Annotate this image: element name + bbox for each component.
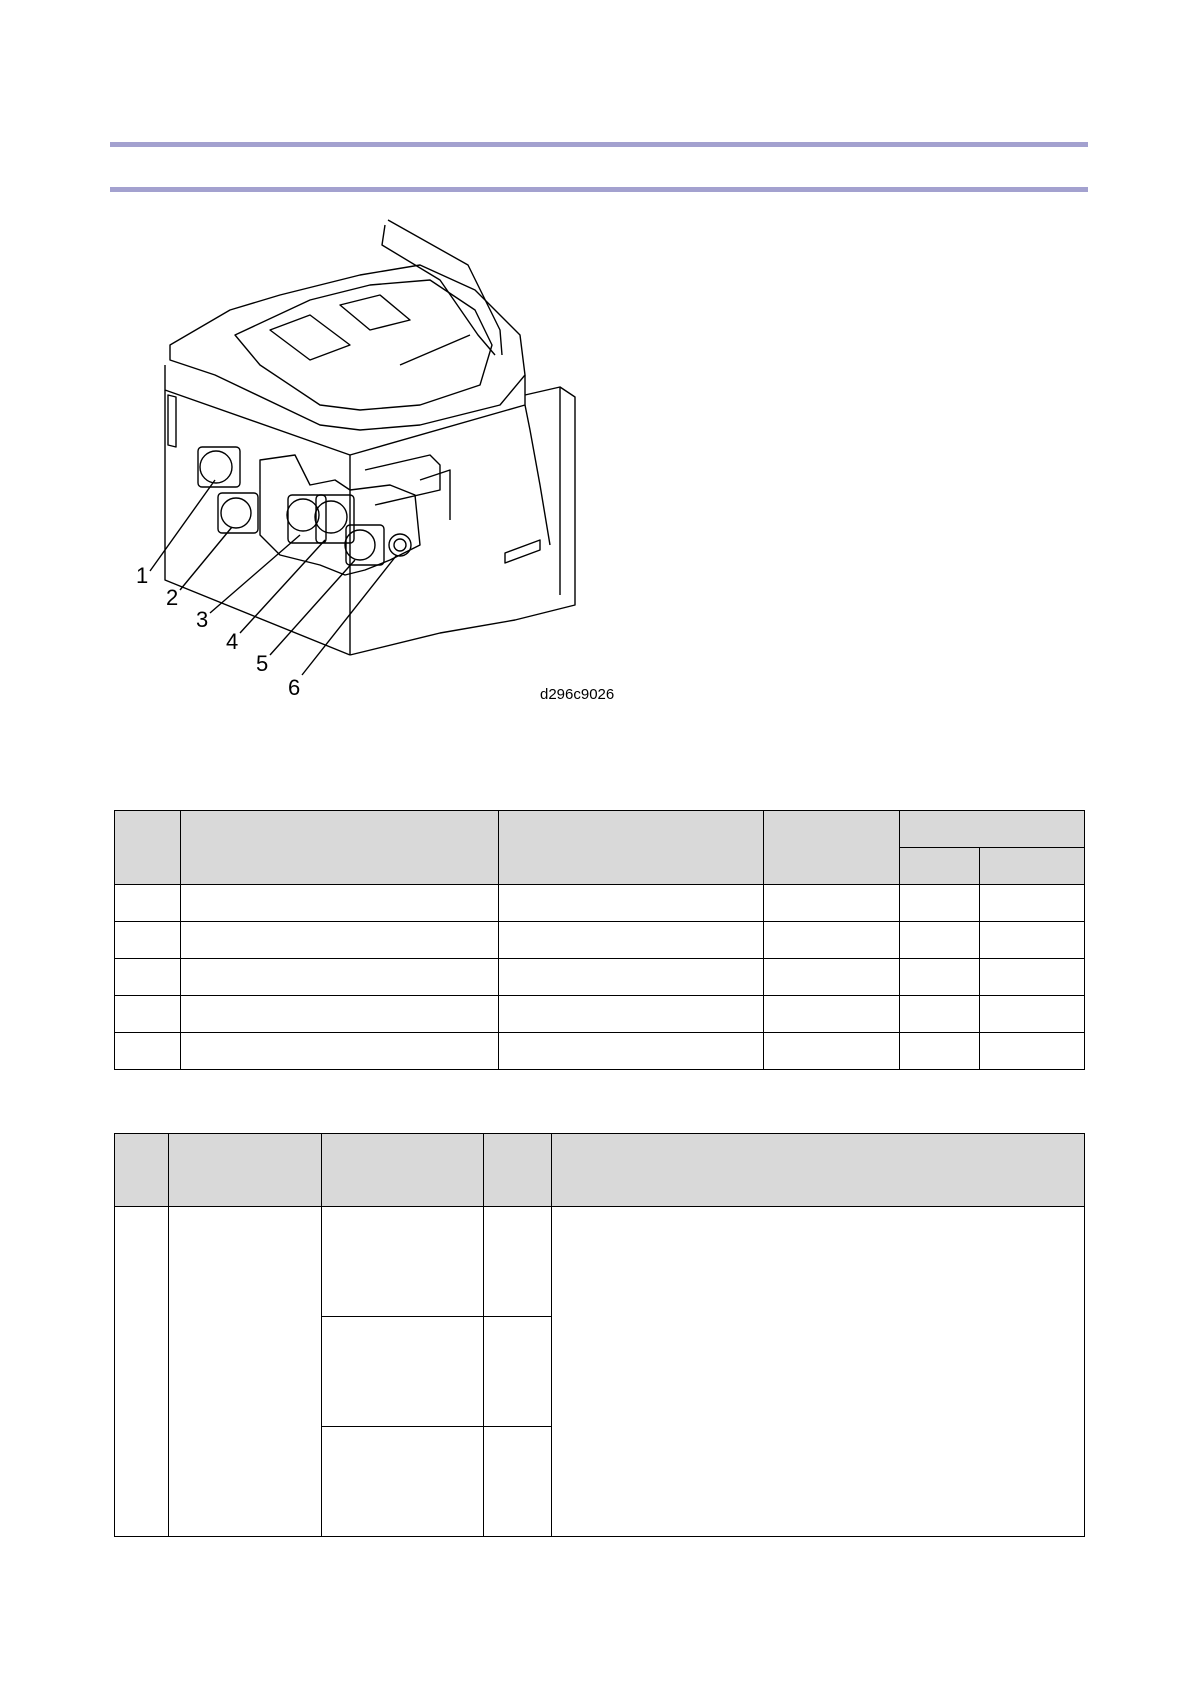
detail-table bbox=[114, 1133, 1085, 1537]
header-cell bbox=[168, 1134, 321, 1207]
figure-id: d296c9026 bbox=[540, 686, 615, 703]
table-row bbox=[115, 1207, 1085, 1317]
header-cell bbox=[900, 848, 980, 885]
table-header-row bbox=[115, 811, 1085, 848]
header-cell bbox=[115, 1134, 169, 1207]
header-cell bbox=[483, 1134, 551, 1207]
header-rule-bottom bbox=[110, 187, 1088, 192]
header-rule-top bbox=[110, 142, 1088, 147]
table-header-row bbox=[115, 1134, 1085, 1207]
table-row bbox=[115, 959, 1085, 996]
callout-3: 3 bbox=[196, 607, 209, 632]
header-cell bbox=[115, 811, 181, 885]
header-cell bbox=[980, 848, 1085, 885]
callout-6: 6 bbox=[288, 675, 301, 700]
table-row bbox=[115, 996, 1085, 1033]
table-row bbox=[115, 1033, 1085, 1070]
table-row bbox=[115, 885, 1085, 922]
callout-1: 1 bbox=[136, 563, 149, 588]
callout-2: 2 bbox=[166, 585, 179, 610]
header-cell bbox=[180, 811, 498, 885]
callout-4: 4 bbox=[226, 629, 239, 654]
header-cell bbox=[498, 811, 764, 885]
header-cell bbox=[900, 811, 1085, 848]
motor-table bbox=[114, 810, 1085, 1070]
motor-location-figure bbox=[120, 215, 640, 715]
header-cell bbox=[764, 811, 900, 885]
header-cell bbox=[321, 1134, 483, 1207]
mfp-line-drawing bbox=[120, 215, 640, 715]
callout-5: 5 bbox=[256, 651, 269, 676]
header-cell bbox=[551, 1134, 1084, 1207]
table-row bbox=[115, 922, 1085, 959]
